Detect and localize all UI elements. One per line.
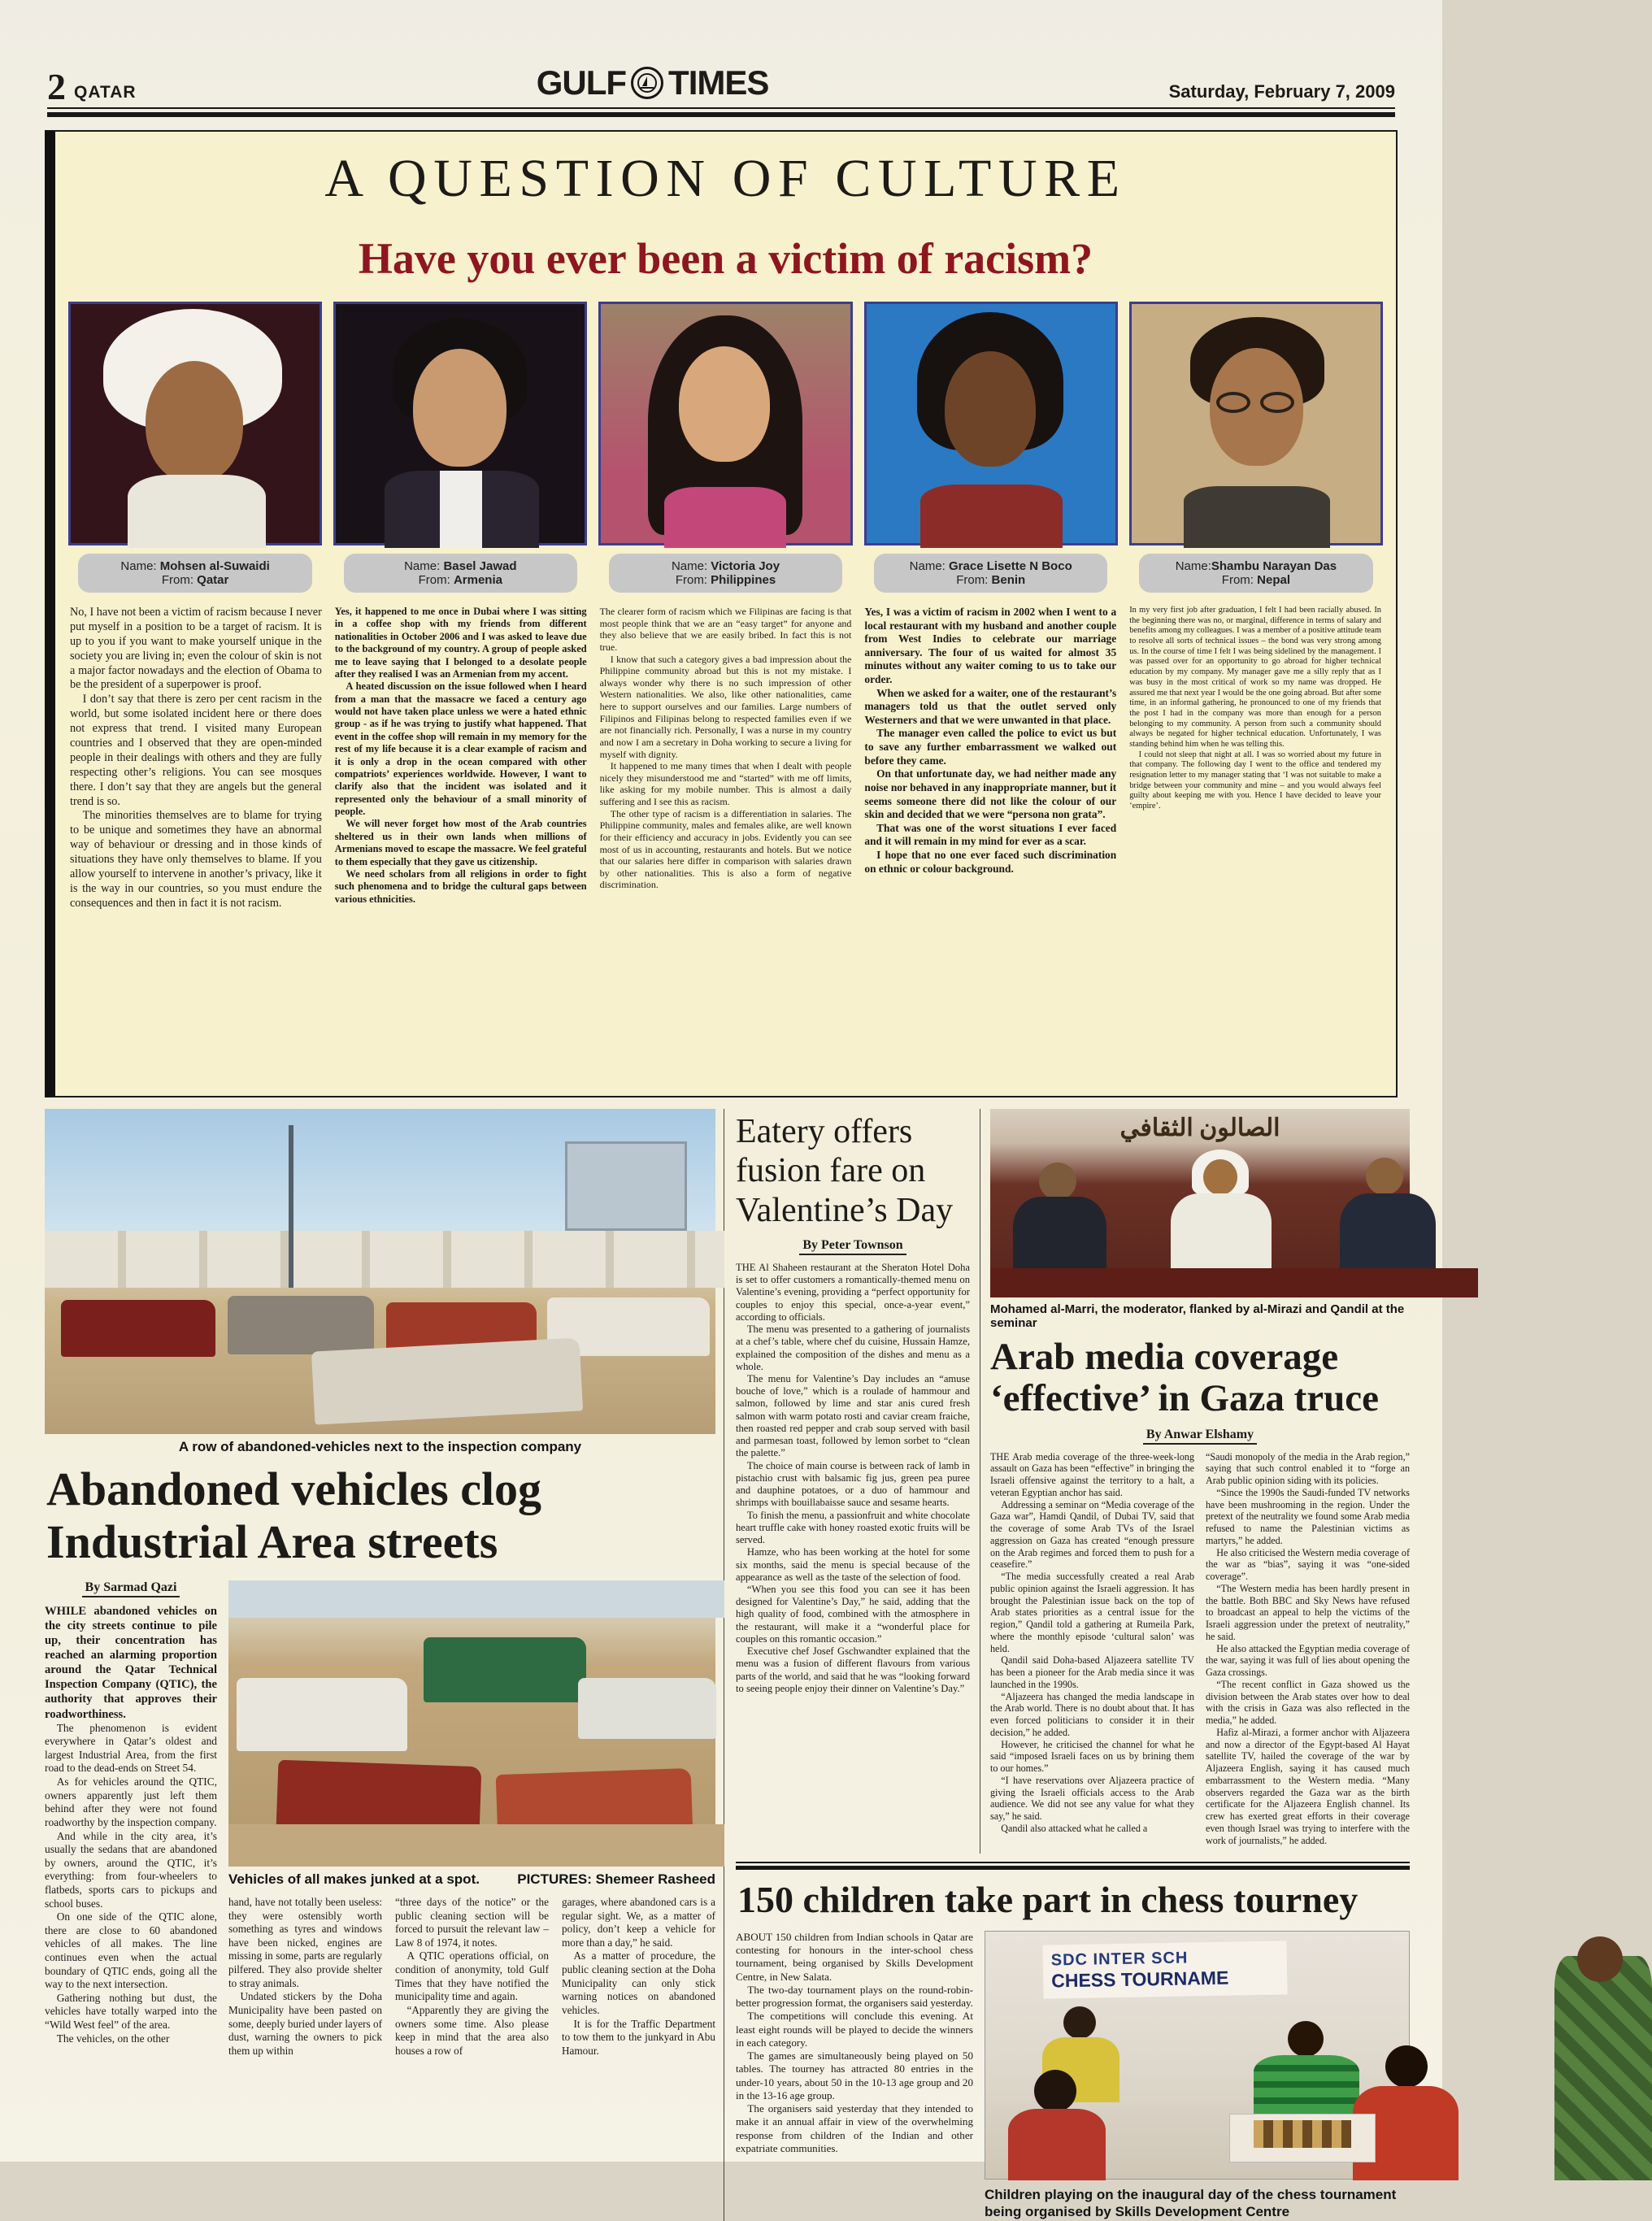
culture-feature — [45, 130, 1398, 1097]
paragraph: The vehicles, on the other — [56, 2032, 170, 2045]
car-shape — [228, 1296, 374, 1354]
organiser-head — [1577, 1936, 1623, 1982]
paragraph: “The recent conflict in Gaza showed us the division between the Arab states over how to deal with the crisis in Gaza was also reflected in the media,” he added. — [1206, 1678, 1410, 1726]
paragraph: Hafiz al-Mirazi, a former anchor with Aljazeera and now a director of the Egypt-based Al Hayat satellite TV, hailed the coverage of the war by Aljazeera English, saying it has caused much embarrassment to the Western media. “Many observers regarded the Gaza war as the birth certificate for the Aljazeera English channel. Its crew has exerted great efforts in their coverage even though Israel was trying to interfere with the work of journalists,” he added. — [1206, 1726, 1410, 1846]
portrait-photo — [1129, 302, 1383, 545]
masthead-times: TIMES — [668, 63, 769, 102]
paragraph: “I have reservations over Aljazeera practice of giving the Israeli officials access to the Arab audience. We did not see any value for what they say,” he said. — [990, 1774, 1194, 1822]
name-label: Name: — [1175, 559, 1211, 573]
chess-article — [736, 1862, 1410, 2221]
paragraph: THE Arab media coverage of the three-week-long assault on Gaza has been “effective” in bringing the Israeli offensive against the territory to a halt, a veteran Egyptian anchor has said. — [990, 1450, 1194, 1498]
name-label: Name: — [671, 559, 708, 573]
child-head — [1385, 2045, 1428, 2088]
paragraph: Addressing a seminar on “Media coverage of the Gaza war”, Hamdi Qandil, of Dubai TV, said that the coverage of some Arab TVs of the Israel aggression on Gaza has created “enough pressure on the Arab regimes and forced them to push for a ceasefire.” — [990, 1498, 1194, 1571]
banner-line-1: SDC INTER SCH — [1050, 1949, 1189, 1970]
child-head — [1063, 2006, 1096, 2039]
paragraph: “When you see this food you can see it has been designed for Valentine’s Day,” he said, adding that the high quality of food, combined with the atmosphere in the restaurant, will make it a “wonderful place for couples on this romantic occasion.” — [736, 1583, 970, 1645]
photo-caption: Children playing on the inaugural day of the chess tournament being organised by Skills Development Centre — [985, 2187, 1397, 2220]
child-striped-shirt — [1254, 2055, 1359, 2114]
qa-column-philippines — [600, 606, 852, 1053]
chess-headline: 150 children take part in chess tourney — [737, 1879, 1359, 1920]
name-label: Name: — [404, 559, 441, 573]
profile-name: Shambu Narayan Das — [1211, 559, 1337, 573]
profile-country: Philippines — [711, 573, 776, 587]
qa-columns — [63, 593, 1388, 1058]
face-shape — [945, 351, 1036, 467]
rule-thin — [736, 1862, 1410, 1863]
vehicles-body — [45, 1580, 715, 2058]
eatery-text — [736, 1262, 970, 1695]
paragraph: No, I have not been a victim of racism because I never put myself in a position to be a target of racism. It is up to you if you want to make yourself unique in the society you are living in; even the colour of skin is not a major factor nowadays and the election of Obama to be the president of a superpower is proof. — [70, 606, 322, 692]
paragraph: Yes, I was a victim of racism in 2002 when I went to a local restaurant with my husband and another couple from West Indies to celebrate our marriage anniversary. The four of us waited for almost 35 minutes without any waiter coming to us to take our order. — [864, 606, 1117, 686]
profile-grace — [864, 302, 1118, 593]
issue-date: Saturday, February 7, 2009 — [1168, 81, 1395, 102]
child-shirt — [1008, 2109, 1106, 2180]
speaker-head — [1039, 1163, 1076, 1200]
paragraph: In my very first job after graduation, I felt I had been racially abused. In the beginning there was no, or marginal, difference in terms of salary and benefits among my colleagues. I was a member of a positive attitude team to resolve all sorts of technical issues – the bond was very strong among us. In the course of time I felt I was being sidelined by the management. I was passed over for an opportunity to go abroad for higher technical education by my company. My manager gave me a silly reply that as I was busy in the most critical of work so my name was dropped. He assured me that next year I would be the one going abroad. But after some time, in an informal gathering, he pronounced to one of my friends that the post I had in the company was more than enough for a person belonging to my community. A person from such a community should always be negated for higher technical education. Unfortunately, I was standing behind him when he was telling this. — [1129, 606, 1381, 749]
paragraph: hand, have not totally been useless: they were ostensibly worth something as tyres and windows have been nicked, engines are missing in some, parts are regularly pilfered. They also provide shelter to stray animals. — [228, 1895, 382, 1989]
vehicles-column-4 — [562, 1896, 715, 2058]
tournament-banner — [1042, 1941, 1287, 1998]
paragraph: The menu for Valentine’s Day includes an “amuse bouche of love,” which is a roulade of hammour and salmon, followed by lime and star anis cured fresh salmon with warm potato rosti and caviar cream fraiche, then roasted red pepper and crab soup served with basil and parmesan toast, followed by lemon sorbet to “clean the palette.” — [736, 1373, 970, 1459]
paragraph: The other type of racism is a differentiation in salaries. The Philippine community, males and females alike, are well known for their efficiency and accuracy in jobs. Evidently you can see most of us in accounting, restaurants and hotels. But we notice that our salaries here differ in comparison with salaries drawn by other nationalities. This is also a form of negative discrimination. — [599, 807, 852, 891]
paragraph: “Saudi monopoly of the media in the Arab region,” saying that such control enabled it to “forge an Arab public opinion siding with its policies. — [1206, 1450, 1410, 1486]
paragraph: I could not sleep that night at all. I was so worried about my future in that company. The following day I went to the office and tendered my resignation letter to my manager stating that ‘I was not suitable to make a bridge between your community and mine – and you would always feel guilty about keeping me with you. Hence I have decided to leave your ‘empire’. — [1129, 750, 1381, 811]
wrecked-car-shape — [311, 1337, 583, 1424]
right-stack — [736, 1109, 1410, 2221]
seminar-photo — [990, 1109, 1410, 1297]
blouse-shape — [664, 487, 786, 548]
chess-text — [736, 1931, 973, 2221]
profile-country: Qatar — [197, 573, 229, 587]
portrait-photo — [333, 302, 587, 545]
profile-country: Nepal — [1257, 573, 1290, 587]
paragraph: The organisers said yesterday that they intended to make it an annual affair in view of the overwhelming response from children of the Indian and other expatriate communities. — [736, 2102, 973, 2154]
eatery-article — [736, 1109, 970, 1854]
header-rule — [0, 107, 1442, 117]
byline: By Anwar Elshamy — [990, 1428, 1410, 1445]
lamp-post-shape — [289, 1125, 293, 1288]
photo-caption: A row of abandoned-vehicles next to the inspection company — [178, 1439, 582, 1454]
vehicles-headline: Abandoned vehicles clog Industrial Area streets — [46, 1463, 542, 1568]
profile-country: Armenia — [453, 573, 502, 587]
table-shape — [990, 1268, 1478, 1297]
face-shape — [413, 349, 506, 467]
vehicles-article — [45, 1109, 724, 2221]
profile-nameplate — [344, 554, 577, 593]
caption-row — [228, 1871, 715, 1888]
chess-photo-block — [985, 1931, 1410, 2221]
vehicles-column-2 — [228, 1896, 382, 2058]
media-article — [980, 1109, 1410, 1854]
media-columns — [990, 1451, 1410, 1874]
paragraph: That was one of the worst situations I ever faced and it will remain in my mind for ever as a scar. — [864, 821, 1117, 848]
paragraph: It happened to me many times that when I dealt with people nicely they misunderstood me and “started” with me off limits, like asking for my mobile number. This is almost a daily suffering and I see this as racism. — [599, 760, 852, 807]
banner-line-2: CHESS TOURNAME — [1050, 1967, 1229, 1992]
paragraph: The menu was presented to a gathering of journalists at a chef’s table, where chef du cuisine, Hussain Hamze, explained the composition of the dishes and menu as a whole. — [736, 1323, 970, 1372]
photo-credit: PICTURES: Shemeer Rasheed — [517, 1871, 715, 1887]
paragraph: “The Western media has been hardly present in the battle. Both BBC and Sky News have refused to broadcast an appeal to help the victims of the Israeli aggression under the pretext of neutrality,” he said. — [1206, 1582, 1410, 1642]
globe-icon — [631, 67, 663, 99]
paragraph: Yes, it happened to me once in Dubai where I was sitting in a coffee shop with my friends from different nationalities in October 2006 and I was asked to leave due to the background of my country. A group of people asked me to leave saying that I belonged to a desolate people after they realised I was an Armenian from my accent. — [334, 606, 587, 680]
building-shape — [565, 1141, 687, 1231]
panelist-head — [1366, 1158, 1403, 1195]
paragraph: garages, where abandoned cars is a regular sight. We, as a matter of policy, don’t keep a vehicle for more than a day,” he said. — [562, 1895, 715, 1949]
chess-body — [736, 1931, 1410, 2221]
rule-thin — [47, 107, 1395, 109]
chess-photo — [985, 1931, 1410, 2180]
qa-column-nepal — [1129, 606, 1381, 1053]
paragraph: He also criticised the Western media coverage of the war as “bias”, saying it was “one-sided coverage”. — [1206, 1546, 1410, 1582]
profile-nameplate — [874, 554, 1107, 593]
glasses-icon — [1260, 392, 1294, 413]
rule-thick — [47, 112, 1395, 117]
paragraph: And while in the city area, it’s usually the sedans that are abandoned by owners, around the QTIC, it’s everything: from four-wheelers to flatbeds, sports cars to pickups and school buses. — [45, 1829, 217, 1910]
junked-vehicles-photo — [228, 1580, 715, 1867]
thobe-shape — [128, 475, 266, 548]
paragraph: The minorities themselves are to blame for trying to be unique and sometimes they have an abnormal way of behaviour or dressing and in those kinds of situations they have only themselves to blame. If you allow yourself to intervene in another’s privacy, like it is the way in our countries, so you must endure the consequences and then in fact it is not racism. — [70, 809, 322, 910]
paragraph: Executive chef Josef Gschwandter explained that the menu was a fusion of different flavours from various parts of the world, and said that he was “looking forward to seeing people enjoy their dinner on Valentine’s Day.” — [736, 1645, 970, 1694]
masthead — [537, 63, 769, 102]
paragraph: As a matter of procedure, the public cleaning section at the Doha Municipality can only stick warning notices on abandoned vehicles. — [562, 1949, 715, 2016]
paragraph: “Since the 1990s the Saudi-funded TV networks have been mushrooming in the region. Under the pretext of the neutrality we found some Arab media refused to name the Palestinian victims as martyrs,” he added. — [1206, 1486, 1410, 1546]
seminar-banner-text: الصالون الثقافي — [1119, 1115, 1280, 1141]
suv-shape — [237, 1678, 407, 1751]
profiles-row — [63, 302, 1388, 593]
abandoned-vehicles-photo — [45, 1109, 715, 1434]
section-label: QATAR — [74, 83, 137, 102]
paragraph: The clearer form of racism which we Filipinas are facing is that most people think that we are an “easy target” for anyone and they also believe that we are easily bribed. In fact this is not true. — [599, 606, 852, 653]
paragraph: Hamze, who has been working at the hotel for some six months, said the menu is special because of the appearance as well as the taste of the selection of food. — [736, 1546, 970, 1583]
van-shape — [578, 1678, 716, 1739]
paragraph: The manager even called the police to evict us but to save any further embarrassment we walked out before they came. — [864, 727, 1117, 767]
vehicles-text — [45, 1604, 217, 2045]
paragraph: To finish the menu, a passionfruit and white chocolate heart truffle cake with honey roasted exotic fruits will be served. — [736, 1509, 970, 1546]
name-label: Name: — [909, 559, 946, 573]
profile-victoria — [598, 302, 852, 593]
paragraph: Undated stickers by the Doha Municipality have been pasted on some, deeply buried under layers of dust, warning the owners to pick them up within — [228, 1990, 382, 2057]
shirt-shape — [440, 471, 482, 548]
paragraph: We need scholars from all religions in order to fight such phenomena and to bridge the cultural gaps between various ethnicities. — [334, 867, 587, 905]
face-shape — [679, 346, 770, 462]
portrait-photo — [598, 302, 852, 545]
profile-name: Basel Jawad — [443, 559, 517, 573]
byline: By Sarmad Qazi — [45, 1580, 217, 1597]
paragraph: “The media successfully created a real Arab public opinion against the Israeli aggression. It has brought the Palestinian issue back on the top of Arab states priorities as a central issue for the region,” Qandil told a gathering at Rumeila Park, where the monthly episode ‘cultural salon’ was held. — [990, 1571, 1194, 1654]
paragraph: It is for the Traffic Department to tow them to the junkyard in Abu Hamour. — [562, 2017, 715, 2057]
paragraph: As for vehicles around the QTIC, owners apparently just left them behind after they were not found roadworthy by the inspection company. — [45, 1775, 217, 1828]
paragraph: When we asked for a waiter, one of the restaurant’s managers told us that the outlet served only Westerners and that we were unwanted in that place. — [864, 686, 1117, 726]
paragraph: A heated discussion on the issue followed when I heard from a man that the massacre we faced a century ago would not have taken place unless we were a hated ethnic group - as if he was trying to justify what happened. That event in the coffee shop will remain in my memory for the rest of my life because it is a clear example of racism and it is only a drop in the ocean compared with other compatriots’ experiences worldwide. However, I want to clarify also that the incident was isolated and it represented only the behaviour of a small minority of people. — [334, 680, 587, 817]
section-rule — [736, 1862, 1410, 1870]
feature-headline: Have you ever been a victim of racism? — [358, 234, 1093, 283]
profile-name: Grace Lisette N Boco — [949, 559, 1072, 573]
moderator-head — [1203, 1159, 1237, 1195]
qa-column-qatar — [70, 606, 322, 1053]
paragraph: Qandil also attacked what he called a — [1001, 1822, 1148, 1834]
sand-shape — [228, 1824, 724, 1867]
profile-shambu — [1129, 302, 1383, 593]
right-top — [736, 1109, 1410, 1854]
wall-shape — [45, 1231, 724, 1288]
shirt-shape — [1184, 486, 1330, 548]
paragraph: On one side of the QTIC alone, there are close to 60 abandoned vehicles of all makes. The line continues even when the actual boundary of QTIC ends, going all the way to the next intersection. — [45, 1910, 217, 1991]
paragraph: ABOUT 150 children from Indian schools in Qatar are contesting for honours in the inter-school chess tournament, being organised by Skills Development Centre, in New Salata. — [736, 1931, 973, 1983]
masthead-gulf: GULF — [536, 63, 627, 102]
profile-name: Mohsen al-Suwaidi — [159, 559, 270, 573]
qa-column-benin — [864, 606, 1116, 1053]
paragraph: The two-day tournament plays on the round-robin-better progression format, the organisers said yesterday. — [736, 1983, 973, 2010]
vehicles-right — [228, 1580, 715, 2058]
from-label: From: — [956, 573, 989, 587]
paragraph: The competitions will conclude this evening. At least eight rounds will be played to decide the winners in each category. — [736, 2010, 973, 2049]
profile-nameplate — [1139, 554, 1372, 593]
page-number: 2 — [47, 66, 66, 108]
paragraph: I don’t say that there is zero per cent racism in the world, but some isolated incident here or there does not express that trend. I visited many European countries and I observed that they are open-minded people in their dealings with others and they are fully respecting other’s religions. You can see mosques there. I don’t say that they are angels but the general trend is so. — [70, 693, 322, 808]
page-header — [0, 0, 1442, 107]
profile-basel — [333, 302, 587, 593]
paragraph: The phenomenon is evident everywhere in Qatar’s oldest and largest Industrial Area, from the first road to the dead-ends on Street 54. — [45, 1721, 217, 1775]
paragraph: THE Al Shaheen restaurant at the Sheraton Hotel Doha is set to offer customers a romantically-themed menu on Valentine’s evening, providing a “perfect opportunity for couples to enjoy this special, once-a-year event,” according to officials. — [736, 1261, 970, 1323]
paragraph: Qandil said Doha-based Aljazeera satellite TV has been a pioneer for the Arab media since it was launched in the 1990s. — [990, 1654, 1194, 1690]
child-head — [1288, 2021, 1324, 2057]
vehicles-columns — [228, 1896, 715, 2058]
paragraph: A QTIC operations official, on condition of anonymity, told Gulf Times that they have notified the municipality time and again. — [395, 1949, 549, 2003]
glasses-icon — [1216, 392, 1250, 413]
paragraph: WHILE abandoned vehicles on the city streets continue to pile up, their concentration has reached an alarming proportion around the Qatar Technical Inspection Company (QTIC), the authority that approves their roadworthiness. — [45, 1604, 217, 1721]
dress-shape — [920, 485, 1063, 548]
profile-mohsen — [68, 302, 322, 593]
profile-nameplate — [609, 554, 842, 593]
paragraph: Gathering nothing but dust, the vehicles have totally warped into the “Wild West feel” of the area. — [45, 1991, 217, 2032]
face-shape — [146, 361, 243, 483]
page-number-section — [47, 66, 137, 108]
name-label: Name: — [120, 559, 157, 573]
portrait-photo — [68, 302, 322, 545]
photo-caption: Mohamed al-Marri, the moderator, flanked by al-Mirazi and Qandil at the seminar — [990, 1302, 1405, 1330]
from-label: From: — [1221, 573, 1254, 587]
paragraph: We will never forget how most of the Arab countries sheltered us in their own lands when millions of Armenians moved to escape the massacre. We feel grateful to them especially that they gave us citizenship. — [334, 818, 587, 867]
paragraph: “Apparently they are giving the owners some time. Also please keep in mind that the area also houses a row of — [395, 2003, 549, 2057]
media-column-2 — [1206, 1451, 1410, 1874]
profile-country: Benin — [991, 573, 1026, 587]
truck-shape — [424, 1637, 586, 1702]
feature-kicker: A QUESTION OF CULTURE — [324, 149, 1127, 208]
lower-region — [45, 1109, 1410, 2221]
portrait-photo — [864, 302, 1118, 545]
from-label: From: — [161, 573, 193, 587]
media-column-1 — [990, 1451, 1194, 1874]
qa-column-armenia — [335, 606, 587, 1053]
car-shape — [61, 1300, 215, 1357]
photo-caption: Vehicles of all makes junked at a spot. — [228, 1871, 480, 1887]
byline: By Peter Townson — [736, 1238, 970, 1255]
paragraph: He also attacked the Egyptian media coverage of the war, saying it was full of lies about opening the Gaza crossings. — [1206, 1642, 1410, 1678]
from-label: From: — [418, 573, 450, 587]
profile-name: Victoria Joy — [711, 559, 780, 573]
child-head — [1034, 2070, 1076, 2112]
from-label: From: — [675, 573, 707, 587]
paragraph: On that unfortunate day, we had neither made any noise nor behaved in any inappropriate manner, but it seems someone there did not like the colour of our skin and decided that we were “persona non grata”. — [864, 767, 1117, 821]
media-headline: Arab media coverage ‘effective’ in Gaza truce — [990, 1336, 1380, 1419]
sky-shape — [228, 1580, 724, 1618]
vehicles-column-1 — [45, 1580, 217, 2058]
paragraph: I know that such a category gives a bad impression about the Philippine community abroad but this is not my mistake. I always wonder why there is no such impression of other Western nationalities. We also, like other nationalities, came here to support ourselves and our families. Large numbers of Filipinos and Filipinas belong to respected families even if we are not financially rich. Personally, I was a nurse in my country and now I am a secretary in Doha working to secure a living for myself with dignity. — [599, 653, 852, 760]
paragraph: “Aljazeera has changed the media landscape in the Arab world. There is no doubt about that. It has even forced politicians to consider it in their decision,” he added. — [990, 1690, 1194, 1738]
vehicles-column-3 — [395, 1896, 549, 2058]
chess-board — [1254, 2120, 1351, 2148]
rule-thick — [736, 1866, 1410, 1870]
paragraph: However, he criticised the channel for what he said “imposed Israeli faces on us by brining them to our homes.” — [990, 1738, 1194, 1774]
paragraph: I hope that no one ever faced such discrimination on ethnic or colour background. — [864, 848, 1117, 875]
paragraph: The games are simultaneously being played on 50 tables. The tourney has attracted 80 entries in the under-10 years, about 50 in the 10-13 age group and 20 in the 13-16 age group. — [736, 2049, 973, 2101]
profile-nameplate — [78, 554, 311, 593]
organiser-figure — [1554, 1956, 1652, 2180]
paragraph: The choice of main course is between rack of lamb in pistachio crust with balsamic fig jus, green pea puree and dauphine potatoes, or a duo of hammour and shrimps with bouillabaisse sauce and sesame hearts. — [736, 1459, 970, 1509]
eatery-headline: Eatery offers fusion fare on Valentine’s Day — [736, 1113, 954, 1229]
paragraph: “three days of the notice” or the public cleaning section will be forced to pursuit the relevant law – Law 8 of 1974, it notes. — [395, 1895, 549, 1949]
